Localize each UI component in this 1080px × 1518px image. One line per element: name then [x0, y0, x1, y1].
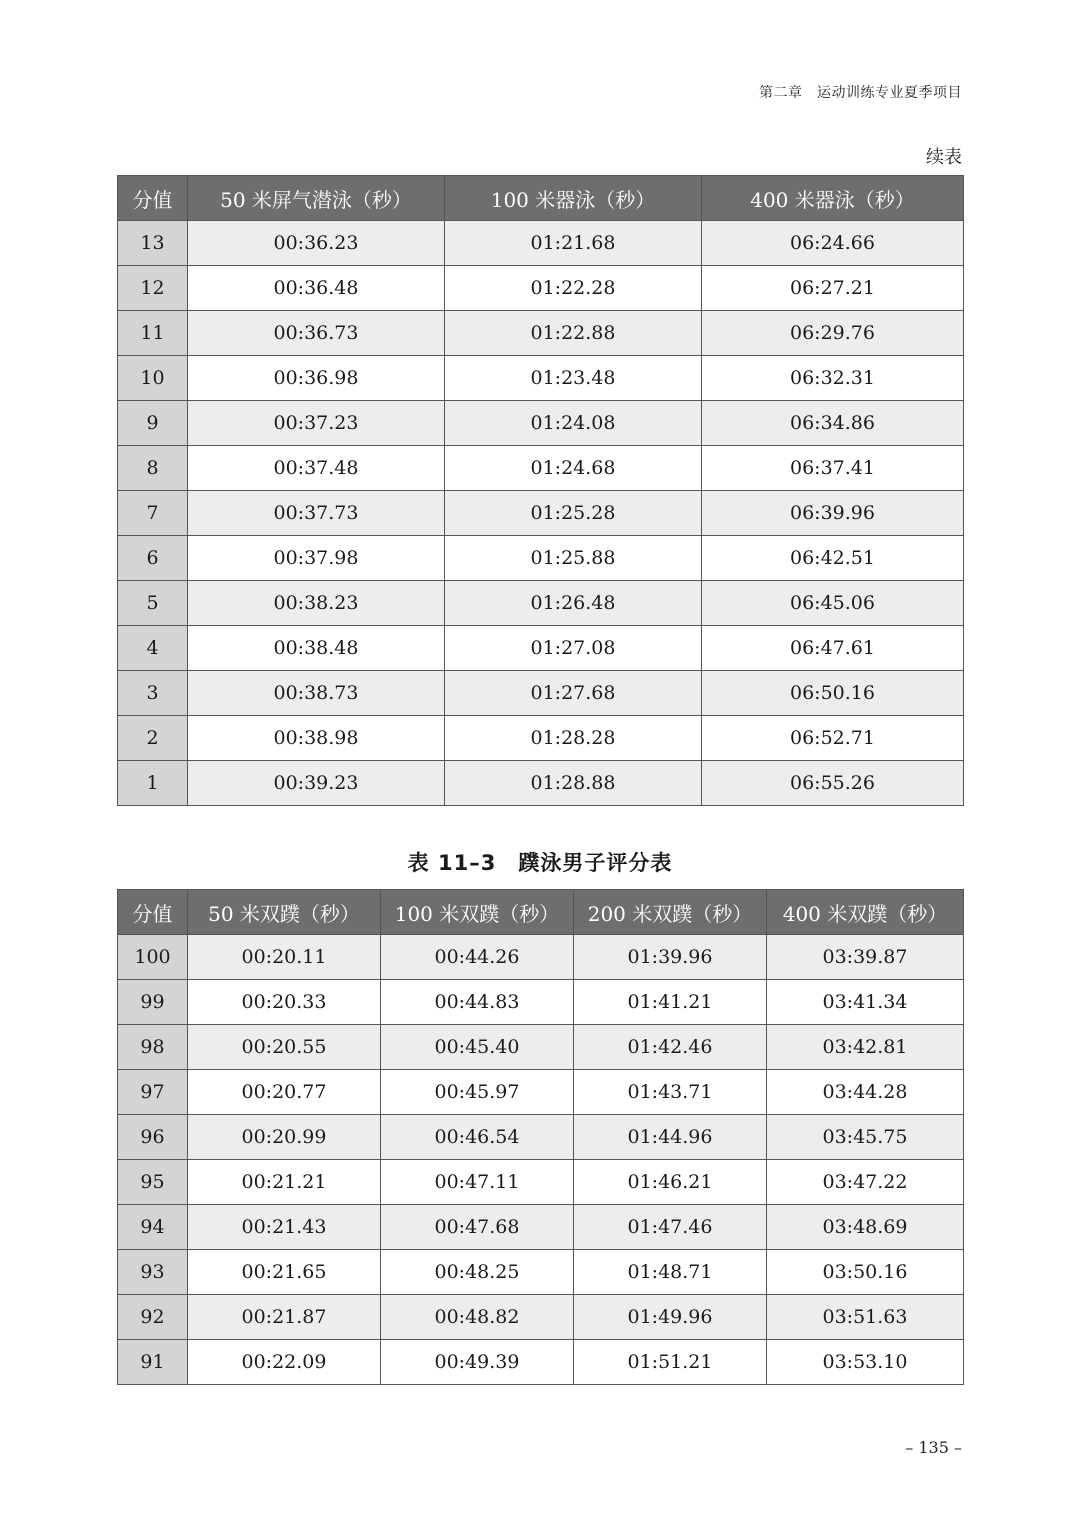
table-row: [118, 491, 964, 536]
time-cell: 01:21.68: [445, 221, 702, 266]
table-row: [118, 266, 964, 311]
time-cell: 00:47.68: [381, 1205, 574, 1250]
time-cell: 00:37.48: [188, 446, 445, 491]
score-cell: 1: [118, 761, 188, 806]
time-cell: 00:36.23: [188, 221, 445, 266]
time-cell: 01:27.68: [445, 671, 702, 716]
time-cell: 03:44.28: [767, 1070, 964, 1115]
score-cell: 7: [118, 491, 188, 536]
time-cell: 06:32.31: [702, 356, 964, 401]
time-cell: 03:53.10: [767, 1340, 964, 1385]
column-header: 400 米双蹼（秒）: [767, 890, 964, 935]
score-cell: 12: [118, 266, 188, 311]
time-cell: 01:46.21: [574, 1160, 767, 1205]
time-cell: 00:37.98: [188, 536, 445, 581]
score-table-continued: [117, 175, 964, 806]
time-cell: 00:37.73: [188, 491, 445, 536]
time-cell: 00:38.73: [188, 671, 445, 716]
time-cell: 00:21.65: [188, 1250, 381, 1295]
time-cell: 00:36.98: [188, 356, 445, 401]
table-row: [118, 311, 964, 356]
time-cell: 06:42.51: [702, 536, 964, 581]
time-cell: 01:39.96: [574, 935, 767, 980]
time-cell: 06:39.96: [702, 491, 964, 536]
score-cell: 99: [118, 980, 188, 1025]
time-cell: 00:22.09: [188, 1340, 381, 1385]
time-cell: 01:24.68: [445, 446, 702, 491]
time-cell: 00:20.11: [188, 935, 381, 980]
time-cell: 01:48.71: [574, 1250, 767, 1295]
time-cell: 01:25.88: [445, 536, 702, 581]
table-row: [118, 626, 964, 671]
continuation-label: 续表: [926, 147, 962, 168]
fin-swimming-score-table: [117, 889, 964, 1385]
time-cell: 01:27.08: [445, 626, 702, 671]
table-row: [118, 1115, 964, 1160]
column-header: 分值: [118, 176, 188, 221]
time-cell: 01:22.88: [445, 311, 702, 356]
time-cell: 00:20.55: [188, 1025, 381, 1070]
table-header-row: [118, 176, 964, 221]
time-cell: 01:23.48: [445, 356, 702, 401]
time-cell: 00:44.26: [381, 935, 574, 980]
score-cell: 93: [118, 1250, 188, 1295]
time-cell: 06:55.26: [702, 761, 964, 806]
time-cell: 03:45.75: [767, 1115, 964, 1160]
column-header: 100 米器泳（秒）: [445, 176, 702, 221]
time-cell: 01:47.46: [574, 1205, 767, 1250]
time-cell: 06:52.71: [702, 716, 964, 761]
table-row: [118, 401, 964, 446]
score-cell: 94: [118, 1205, 188, 1250]
time-cell: 03:42.81: [767, 1025, 964, 1070]
time-cell: 01:25.28: [445, 491, 702, 536]
table-row: [118, 1340, 964, 1385]
score-cell: 5: [118, 581, 188, 626]
time-cell: 01:26.48: [445, 581, 702, 626]
table-row: [118, 1070, 964, 1115]
score-cell: 4: [118, 626, 188, 671]
time-cell: 01:42.46: [574, 1025, 767, 1070]
table-row: [118, 1160, 964, 1205]
table-row: [118, 761, 964, 806]
running-head: 第二章 运动训练专业夏季项目: [759, 85, 962, 101]
table-row: [118, 671, 964, 716]
score-cell: 3: [118, 671, 188, 716]
time-cell: 00:38.98: [188, 716, 445, 761]
time-cell: 01:28.88: [445, 761, 702, 806]
table-row: [118, 446, 964, 491]
time-cell: 01:43.71: [574, 1070, 767, 1115]
time-cell: 00:36.48: [188, 266, 445, 311]
table-row: [118, 1025, 964, 1070]
time-cell: 00:37.23: [188, 401, 445, 446]
time-cell: 01:44.96: [574, 1115, 767, 1160]
time-cell: 01:41.21: [574, 980, 767, 1025]
time-cell: 03:47.22: [767, 1160, 964, 1205]
score-cell: 8: [118, 446, 188, 491]
table-row: [118, 980, 964, 1025]
time-cell: 03:48.69: [767, 1205, 964, 1250]
score-cell: 92: [118, 1295, 188, 1340]
time-cell: 00:44.83: [381, 980, 574, 1025]
column-header: 200 米双蹼（秒）: [574, 890, 767, 935]
time-cell: 00:47.11: [381, 1160, 574, 1205]
column-header: 50 米双蹼（秒）: [188, 890, 381, 935]
score-cell: 96: [118, 1115, 188, 1160]
column-header: 分值: [118, 890, 188, 935]
score-cell: 97: [118, 1070, 188, 1115]
time-cell: 06:50.16: [702, 671, 964, 716]
time-cell: 01:24.08: [445, 401, 702, 446]
column-header: 100 米双蹼（秒）: [381, 890, 574, 935]
score-cell: 10: [118, 356, 188, 401]
time-cell: 03:50.16: [767, 1250, 964, 1295]
table-title: 表 11–3 蹼泳男子评分表: [407, 851, 673, 875]
time-cell: 03:51.63: [767, 1295, 964, 1340]
table-row: [118, 581, 964, 626]
score-cell: 6: [118, 536, 188, 581]
time-cell: 00:49.39: [381, 1340, 574, 1385]
time-cell: 00:48.25: [381, 1250, 574, 1295]
time-cell: 00:38.48: [188, 626, 445, 671]
time-cell: 01:51.21: [574, 1340, 767, 1385]
table-row: [118, 1205, 964, 1250]
table-row: [118, 536, 964, 581]
score-cell: 91: [118, 1340, 188, 1385]
time-cell: 00:46.54: [381, 1115, 574, 1160]
table-row: [118, 716, 964, 761]
time-cell: 01:28.28: [445, 716, 702, 761]
page-number: – 135 –: [905, 1438, 962, 1457]
time-cell: 01:22.28: [445, 266, 702, 311]
time-cell: 00:21.87: [188, 1295, 381, 1340]
time-cell: 03:41.34: [767, 980, 964, 1025]
time-cell: 00:45.40: [381, 1025, 574, 1070]
time-cell: 00:38.23: [188, 581, 445, 626]
time-cell: 00:20.77: [188, 1070, 381, 1115]
time-cell: 01:49.96: [574, 1295, 767, 1340]
column-header: 400 米器泳（秒）: [702, 176, 964, 221]
time-cell: 00:36.73: [188, 311, 445, 356]
time-cell: 00:21.21: [188, 1160, 381, 1205]
time-cell: 06:27.21: [702, 266, 964, 311]
time-cell: 00:20.33: [188, 980, 381, 1025]
table-row: [118, 221, 964, 266]
time-cell: 06:47.61: [702, 626, 964, 671]
score-cell: 2: [118, 716, 188, 761]
score-cell: 95: [118, 1160, 188, 1205]
time-cell: 06:29.76: [702, 311, 964, 356]
time-cell: 06:37.41: [702, 446, 964, 491]
time-cell: 00:45.97: [381, 1070, 574, 1115]
table-row: [118, 356, 964, 401]
score-cell: 98: [118, 1025, 188, 1070]
time-cell: 00:39.23: [188, 761, 445, 806]
time-cell: 03:39.87: [767, 935, 964, 980]
time-cell: 00:20.99: [188, 1115, 381, 1160]
score-cell: 9: [118, 401, 188, 446]
score-cell: 11: [118, 311, 188, 356]
time-cell: 00:48.82: [381, 1295, 574, 1340]
time-cell: 06:24.66: [702, 221, 964, 266]
time-cell: 06:34.86: [702, 401, 964, 446]
table-row: [118, 935, 964, 980]
table-header-row: [118, 890, 964, 935]
time-cell: 00:21.43: [188, 1205, 381, 1250]
table-row: [118, 1295, 964, 1340]
score-cell: 100: [118, 935, 188, 980]
time-cell: 06:45.06: [702, 581, 964, 626]
column-header: 50 米屏气潜泳（秒）: [188, 176, 445, 221]
table-row: [118, 1250, 964, 1295]
score-cell: 13: [118, 221, 188, 266]
